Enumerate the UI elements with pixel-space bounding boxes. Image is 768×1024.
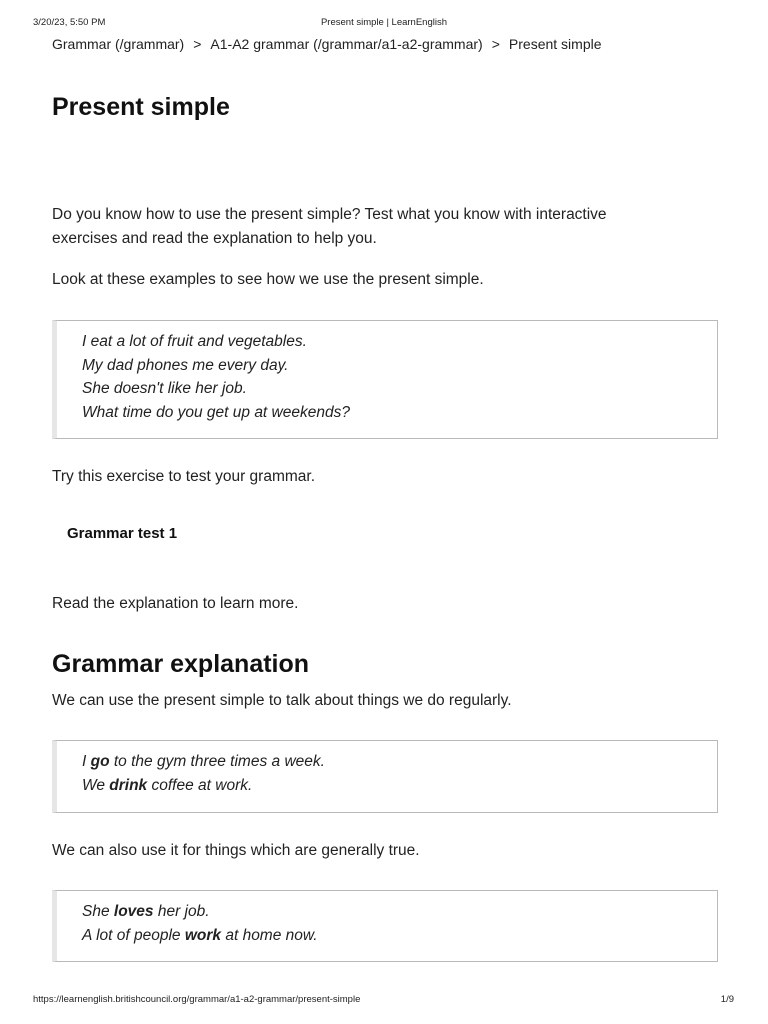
general-examples-box	[52, 890, 718, 962]
breadcrumb-separator: >	[193, 36, 202, 52]
verb-highlight: go	[90, 753, 110, 770]
breadcrumb-item-a1-a2-grammar[interactable]: A1-A2 grammar (/grammar/a1-a2-grammar)	[210, 36, 483, 52]
intro-line-2: exercises and read the explanation to help you.	[52, 230, 377, 247]
examples-lead: Look at these examples to see how we use the present simple.	[52, 271, 484, 288]
general-truth-intro: We can also use it for things which are generally true.	[52, 842, 420, 859]
breadcrumb	[52, 36, 602, 52]
examples-box	[52, 320, 718, 439]
grammar-explanation-heading: Grammar explanation	[52, 650, 310, 678]
example-line: We drink coffee at work.	[82, 776, 253, 794]
example-line: I eat a lot of fruit and vegetables.	[82, 333, 307, 350]
verb-highlight: work	[184, 926, 222, 944]
verb-highlight: loves	[113, 903, 154, 920]
print-page-number: 1/9	[720, 994, 734, 1005]
regular-examples-box	[52, 740, 718, 813]
intro-paragraph	[52, 203, 702, 251]
regular-use-intro: We can use the present simple to talk about things we do regularly.	[52, 692, 512, 709]
exercise-prompt: Try this exercise to test your grammar.	[52, 468, 316, 485]
print-url: https://learnenglish.britishcouncil.org/grammar/a1-a2-grammar/present-simple	[33, 994, 361, 1005]
example-line: A lot of people work at home now.	[82, 926, 318, 944]
example-line: My dad phones me every day.	[82, 356, 289, 374]
breadcrumb-item-current: Present simple	[508, 36, 602, 52]
print-document-title: Present simple | LearnEnglish	[320, 17, 448, 28]
grammar-test-1-link[interactable]: Grammar test 1	[67, 525, 178, 542]
breadcrumb-item-grammar[interactable]: Grammar (/grammar)	[52, 36, 185, 52]
page-title: Present simple	[52, 93, 230, 121]
read-more-text: Read the explanation to learn more.	[52, 595, 299, 612]
breadcrumb-separator: >	[491, 36, 500, 52]
verb-highlight: drink	[109, 776, 148, 794]
example-line: I go to the gym three times a week.	[82, 753, 325, 770]
print-datetime: 3/20/23, 5:50 PM	[33, 17, 106, 28]
example-line: She doesn't like her job.	[82, 380, 247, 397]
intro-line-1: Do you know how to use the present simple? Test what you know with interactive	[52, 206, 607, 223]
example-line: She loves her job.	[82, 903, 210, 920]
print-footer	[0, 994, 768, 1008]
print-header	[0, 17, 768, 31]
example-line: What time do you get up at weekends?	[82, 403, 350, 421]
